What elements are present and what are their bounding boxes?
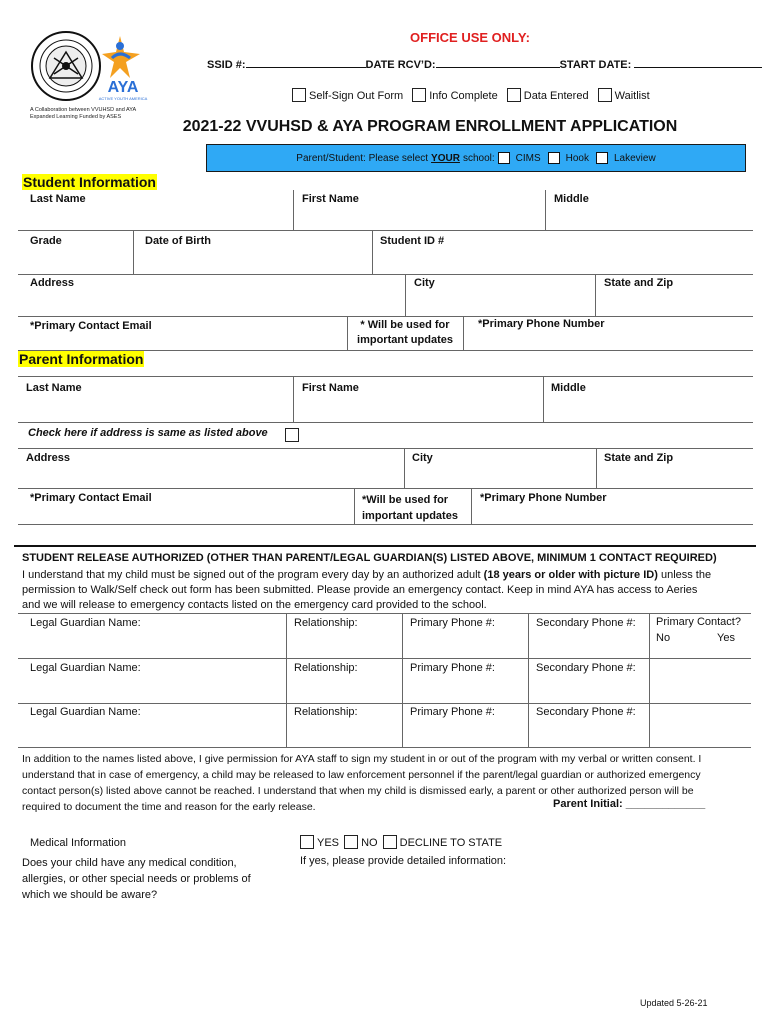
same-address-label: Check here if address is same as listed above bbox=[28, 427, 268, 439]
parent-initial-field[interactable]: Parent Initial: _____________ bbox=[553, 798, 706, 810]
aya-logo bbox=[98, 32, 148, 104]
page-title: 2021-22 VVUHSD & AYA PROGRAM ENROLLMENT APPLICATION bbox=[182, 118, 678, 135]
updated-date: Updated 5-26-21 bbox=[640, 998, 708, 1008]
office-use-title: OFFICE USE ONLY: bbox=[410, 30, 530, 45]
primary-phone-label: Primary Phone #: bbox=[410, 617, 495, 629]
relationship-label: Relationship: bbox=[294, 617, 358, 629]
student-dob-label: Date of Birth bbox=[145, 235, 211, 247]
student-email-note: * Will be used for important updates bbox=[357, 319, 453, 346]
student-id-label: Student ID # bbox=[380, 235, 445, 247]
ssid-label: SSID #: bbox=[207, 59, 246, 71]
school-prompt: Parent/Student: Please select bbox=[296, 152, 429, 164]
parent-address-label: Address bbox=[26, 452, 71, 464]
guardian-name-label: Legal Guardian Name: bbox=[30, 662, 141, 674]
aya-logo-subtext: ACTIVE YOUTH AMERICA bbox=[98, 96, 148, 101]
student-grade-label: Grade bbox=[30, 235, 62, 247]
parent-email-note: *Will be used for important updates bbox=[362, 494, 458, 522]
parent-last-name-label: Last Name bbox=[26, 382, 82, 394]
release-heading: STUDENT RELEASE AUTHORIZED (OTHER THAN PARENT/LEGAL GUARDIAN(S) LISTED ABOVE, MINIMUM 1 CONTACT REQUIRED) bbox=[22, 552, 717, 564]
medical-question: Does your child have any medical condition, allergies, or other special needs or problems of which we should be aware? bbox=[22, 857, 251, 901]
same-address-checkbox[interactable] bbox=[285, 428, 299, 442]
primary-contact-no[interactable]: No bbox=[656, 632, 671, 644]
office-row bbox=[207, 58, 762, 71]
secondary-phone-label: Secondary Phone #: bbox=[536, 706, 636, 718]
relationship-label: Relationship: bbox=[294, 706, 358, 718]
consent-paragraph: In addition to the names listed above, I give permission for AYA staff to sign my student in or out of the program with my verbal or written consent. I understand that in case of emergency, a child may be released to law enforcement personnel if the parent/legal guardian or authorized emergency contact person(s) listed above cannot be reached. I understand that when my child is dismissed early, a parent or other authorized person will be required to document the time and reason for the early release. bbox=[22, 753, 702, 813]
student-phone-label: *Primary Phone Number bbox=[478, 318, 605, 330]
guardian-name-label: Legal Guardian Name: bbox=[30, 706, 141, 718]
office-checkboxes bbox=[292, 88, 656, 102]
parent-middle-label: Middle bbox=[551, 382, 586, 394]
checkbox-icon[interactable] bbox=[498, 152, 510, 164]
student-info-heading: Student Information bbox=[23, 174, 156, 190]
student-email-label: *Primary Contact Email bbox=[30, 320, 152, 332]
parent-city-label: City bbox=[412, 452, 433, 464]
school-option-hook[interactable]: Hook bbox=[565, 152, 589, 164]
checkbox-icon[interactable] bbox=[596, 152, 608, 164]
checkbox-icon[interactable] bbox=[548, 152, 560, 164]
student-last-name-label: Last Name bbox=[30, 193, 86, 205]
medical-options bbox=[300, 835, 502, 849]
school-prompt-your: YOUR bbox=[431, 152, 460, 164]
primary-phone-label: Primary Phone #: bbox=[410, 662, 495, 674]
date-rcvd-label: DATE RCV’D: bbox=[365, 59, 436, 71]
parent-email-label: *Primary Contact Email bbox=[30, 492, 152, 504]
office-check-data-entered[interactable]: Data Entered bbox=[507, 90, 589, 102]
ssid-field[interactable] bbox=[246, 58, 366, 68]
collaboration-note: A Collaboration between VVUHSD and AYA Expanded Learning Funded by ASES bbox=[30, 107, 137, 120]
aya-logo-text: AYA bbox=[107, 79, 139, 96]
date-rcvd-field[interactable] bbox=[436, 58, 560, 68]
checkbox-icon[interactable] bbox=[344, 835, 358, 849]
student-first-name-label: First Name bbox=[302, 193, 359, 205]
checkbox-icon[interactable] bbox=[412, 88, 426, 102]
start-date-label: START DATE: bbox=[559, 59, 632, 71]
parent-state-zip-label: State and Zip bbox=[604, 452, 674, 464]
primary-phone-label: Primary Phone #: bbox=[410, 706, 495, 718]
relationship-label: Relationship: bbox=[294, 662, 358, 674]
school-option-cims[interactable]: CIMS bbox=[515, 152, 541, 164]
checkbox-icon[interactable] bbox=[292, 88, 306, 102]
student-address-label: Address bbox=[30, 277, 75, 289]
school-seal-logo bbox=[30, 30, 102, 102]
parent-first-name-label: First Name bbox=[302, 382, 359, 394]
secondary-phone-label: Secondary Phone #: bbox=[536, 617, 636, 629]
secondary-phone-label: Secondary Phone #: bbox=[536, 662, 636, 674]
student-city-label: City bbox=[414, 277, 435, 289]
school-select-box bbox=[206, 144, 746, 172]
checkbox-icon[interactable] bbox=[507, 88, 521, 102]
release-paragraph: I understand that my child must be signed out of the program every day by an authorized adult (18 years or older with picture ID) unless the permission to Walk/Self check out form has been submitted. Please provide an emergency contact. Keep in mind AYA has access to Aeries and we will release to emergency contacts listed on the emergency card provided to the school. bbox=[22, 569, 712, 611]
office-check-self-sign-out[interactable]: Self-Sign Out Form bbox=[292, 90, 403, 102]
primary-contact-yes[interactable]: Yes bbox=[717, 632, 735, 644]
student-middle-label: Middle bbox=[554, 193, 589, 205]
checkbox-icon[interactable] bbox=[383, 835, 397, 849]
section-divider bbox=[14, 545, 756, 547]
school-option-lakeview[interactable]: Lakeview bbox=[614, 152, 656, 164]
medical-option-no[interactable]: NO bbox=[361, 837, 378, 849]
guardian-name-label: Legal Guardian Name: bbox=[30, 617, 141, 629]
medical-option-yes[interactable]: YES bbox=[317, 837, 340, 849]
checkbox-icon[interactable] bbox=[300, 835, 314, 849]
parent-phone-label: *Primary Phone Number bbox=[480, 492, 607, 504]
school-prompt-post: school: bbox=[462, 152, 495, 164]
office-check-info-complete[interactable]: Info Complete bbox=[412, 90, 497, 102]
start-date-field[interactable] bbox=[634, 58, 762, 68]
student-state-zip-label: State and Zip bbox=[604, 277, 674, 289]
medical-option-decline[interactable]: DECLINE TO STATE bbox=[399, 837, 503, 849]
medical-heading: Medical Information bbox=[30, 837, 126, 849]
medical-details-label: If yes, please provide detailed information: bbox=[300, 855, 507, 867]
parent-info-heading: Parent Information bbox=[19, 351, 144, 367]
office-check-waitlist[interactable]: Waitlist bbox=[598, 90, 650, 102]
primary-contact-label: Primary Contact? bbox=[656, 616, 741, 628]
checkbox-icon[interactable] bbox=[598, 88, 612, 102]
